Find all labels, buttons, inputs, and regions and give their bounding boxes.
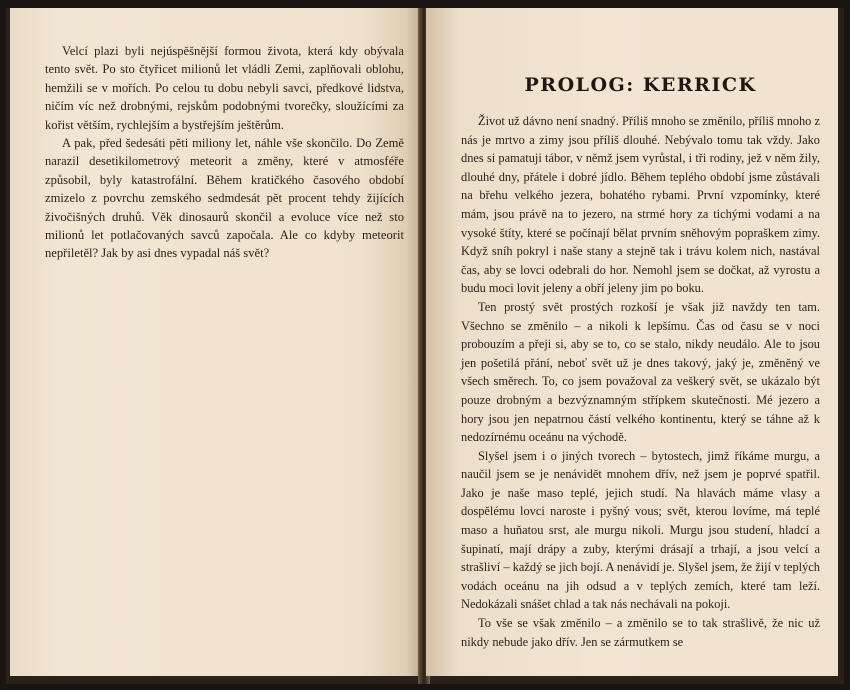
right-page: [426, 8, 838, 676]
chapter-title: PROLOG: KERRICK: [524, 74, 757, 96]
left-paragraph-1: Velcí plazi byli nejúspěšnější formou života, která kdy obývala tento svět. Po sto čtyřicet milionů let vládli Zemi, zaplňovali oblohu, hemžili se v mořích. Po celou tu dobu nebyli savci, předkové lidstva, ničím víc než drobnými, rejskům podobnými tvorečky, sloužícími za kořist větším, rychlejším a bystřejším ještěrům.: [45, 44, 404, 132]
right-paragraph-4: To vše se však změnilo – a změnilo se to tak strašlivě, že nic už nikdy nebude jako dřív. Jen se zármutkem se: [461, 616, 820, 649]
open-book: [6, 8, 844, 684]
right-paragraph-2: Ten prostý svět prostých rozkoší je však již navždy ten tam. Všechno se změnilo – a nikoli k lepšímu. Čas od času se v noci probouzím a přeji si, aby se to, co se stalo, nikdy neudálo. Ale to jsou jen pošetilá přání, neboť svět už je dnes takový, jaký je, změněný ve všech směrech. To, co jsem považoval za veškerý svět, se ukázalo být pouze drobným a bezvýznamným střípkem skutečnosti. Mé jezero a hory jsou jen nepatrnou částí velkého kontinentu, který se táhne až k nedozírnému oceánu na východě.: [461, 299, 820, 445]
left-page: [10, 8, 422, 676]
right-paragraph-3: Slyšel jsem i o jiných tvorech – bytostech, jimž říkáme murgu, a naučil jsem se je nenávidět mnohem dřív, než jsem je poprvé spatřil. Jako je naše maso teplé, jejich studí. Na hlavách máme vlasy a dospělému lovci naroste i pyšný vous; svět, kterou lovíme, má teplé maso a huňatou srst, ale murgu nikoli. Murgu jsou studení, hladcí a šupinatí, mají drápy a zuby, kterými drásají a trhají, a jsou velcí a strašliví – každý se jich bojí. A nenávidí je. Slyšel jsem, že žijí v teplých vodách oceánu na jih odsud a v teplých zemích, které tam leží. Nedokázali snášet chlad a tak nás nechávali na pokoji.: [461, 448, 820, 612]
right-paragraph-1: Život už dávno není snadný. Příliš mnoho se změnilo, příliš mnoho z nás je mrtvo a zimy jsou příliš dlouhé. Nebývalo tomu tak vždy. Jako dnes si pamatuji tábor, v němž jsem vyrůstal, i tři rodiny, jež v něm žily, dlouhé dny, přátele i dobré jídlo. Během teplého období jsme zůstávali na břehu velkého jezera, bohatého rybami. První vzpomínky, které mám, jsou právě na to jezero, na strmé hory za tichými vodami a na vysoké štíty, které se počínají bělat prvním sněhovým popraškem zimy. Když sníh pokryl i naše stany a stejně tak i trávu kolem nich, nastával čas, aby se lovci odebrali do hor. Nemohl jsem se dočkat, až vyrostu a budu moci lovit jeleny a obří jeleny jim po boku.: [461, 114, 820, 296]
left-paragraph-2: A pak, před šedesáti pěti miliony let, náhle vše skončilo. Do Země narazil desetikilometrový meteorit a změny, které v atmosféře způsobil, byly katastrofální. Během kratičkého časového období zmizelo z povrchu zemského sedmdesát pět procent tehdy žijících živočišných druhů. Věk dinosaurů skončil a evoluce více než sto milionů let potlačovaných savců započala. Ale co kdyby meteorit nepřiletěl? Jak by asi dnes vypadal náš svět?: [45, 136, 404, 261]
